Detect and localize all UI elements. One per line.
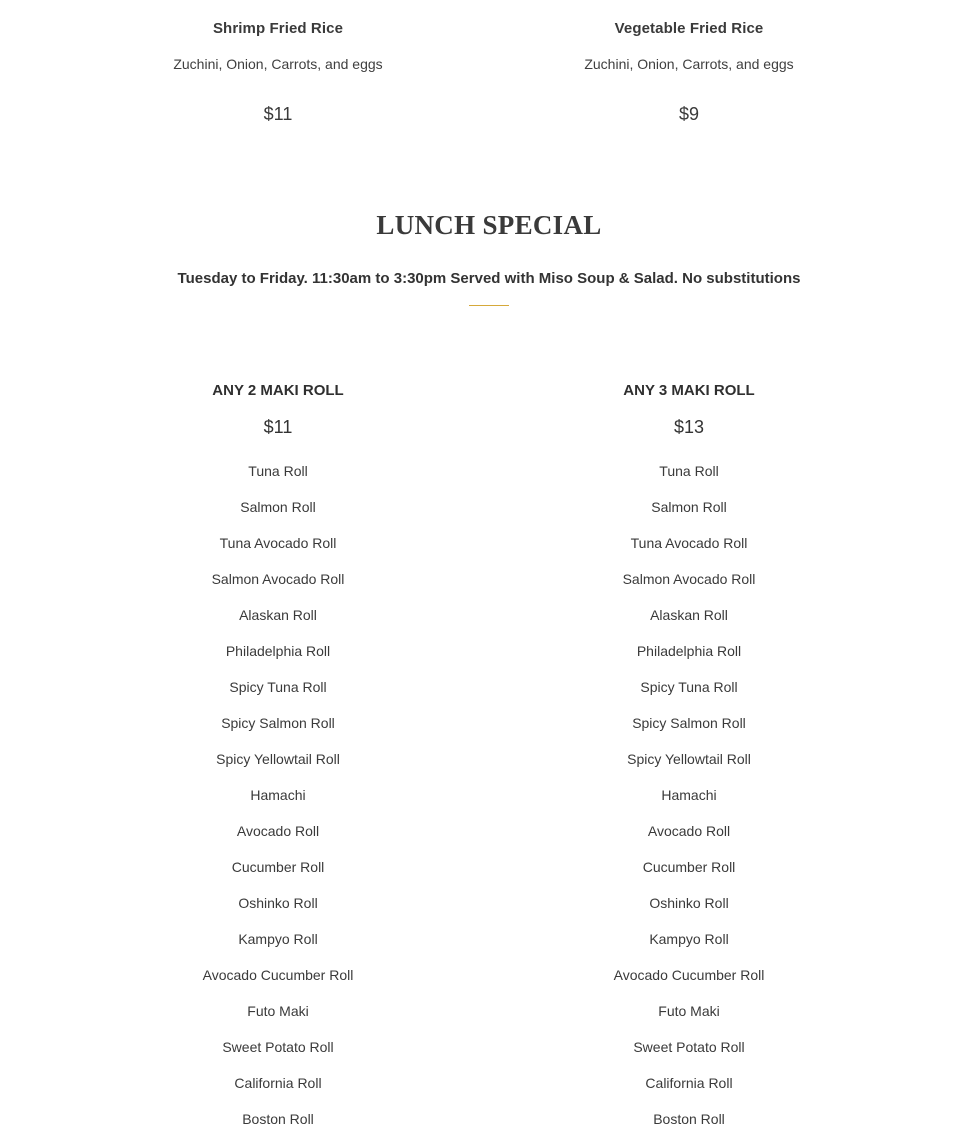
menu-item-name: Shrimp Fried Rice (212, 20, 344, 37)
roll-list-item: Salmon Roll (651, 499, 727, 515)
roll-list-item: Tuna Roll (248, 463, 308, 479)
roll-list-item: Sweet Potato Roll (633, 1039, 745, 1055)
roll-list-item: Sweet Potato Roll (222, 1039, 334, 1055)
roll-list-item: Alaskan Roll (239, 607, 317, 623)
roll-list-item: Philadelphia Roll (636, 643, 742, 659)
roll-list-item: Salmon Avocado Roll (622, 571, 756, 587)
menu-item-description: Zuchini, Onion, Carrots, and eggs (173, 56, 383, 72)
roll-list-item: California Roll (645, 1075, 733, 1091)
roll-list-item: Boston Roll (242, 1111, 314, 1127)
section-subtitle: Tuesday to Friday. 11:30am to 3:30pm Served with Miso Soup & Salad. No substitutions (177, 270, 801, 287)
roll-list-item: Hamachi (250, 787, 306, 803)
menu-item-price: $11 (263, 104, 293, 124)
section-title: LUNCH SPECIAL (376, 210, 602, 240)
section-divider (469, 305, 509, 306)
roll-list-item: Spicy Salmon Roll (221, 715, 335, 731)
roll-list-item: Spicy Salmon Roll (632, 715, 746, 731)
roll-list (489, 461, 889, 1145)
roll-list-item: Oshinko Roll (649, 895, 729, 911)
roll-list-item: Philadelphia Roll (225, 643, 331, 659)
roll-list-item: Boston Roll (653, 1111, 725, 1127)
roll-list-item: Hamachi (661, 787, 717, 803)
roll-list-item: Avocado Cucumber Roll (202, 967, 354, 983)
roll-list-item: Spicy Yellowtail Roll (627, 751, 751, 767)
roll-list-item: Futo Maki (247, 1003, 309, 1019)
roll-list-item: Salmon Roll (240, 499, 316, 515)
lunch-option-title: ANY 2 MAKI ROLL (212, 382, 344, 399)
roll-list-item: Spicy Tuna Roll (640, 679, 738, 695)
menu-item-price: $9 (678, 104, 700, 124)
menu-item-description: Zuchini, Onion, Carrots, and eggs (584, 56, 794, 72)
roll-list-item: Avocado Roll (236, 823, 320, 839)
roll-list-item: Futo Maki (658, 1003, 720, 1019)
roll-list-item: Tuna Avocado Roll (630, 535, 748, 551)
roll-list-item: Salmon Avocado Roll (211, 571, 345, 587)
roll-list-item: Tuna Roll (659, 463, 719, 479)
menu-item-name: Vegetable Fried Rice (614, 20, 764, 37)
roll-list-item: Alaskan Roll (650, 607, 728, 623)
roll-list-item: Cucumber Roll (231, 859, 325, 875)
roll-list-item: Oshinko Roll (238, 895, 318, 911)
lunch-option-price: $13 (673, 417, 705, 437)
roll-list-item: California Roll (234, 1075, 322, 1091)
roll-list-item: Kampyo Roll (649, 931, 729, 947)
roll-list-item: Kampyo Roll (238, 931, 318, 947)
roll-list-item: Tuna Avocado Roll (219, 535, 337, 551)
lunch-option-price: $11 (263, 417, 293, 437)
roll-list (78, 461, 478, 1145)
roll-list-item: Avocado Cucumber Roll (613, 967, 765, 983)
lunch-option-title: ANY 3 MAKI ROLL (623, 382, 755, 399)
roll-list-item: Spicy Tuna Roll (229, 679, 327, 695)
roll-list-item: Cucumber Roll (642, 859, 736, 875)
roll-list-item: Spicy Yellowtail Roll (216, 751, 340, 767)
roll-list-item: Avocado Roll (647, 823, 731, 839)
